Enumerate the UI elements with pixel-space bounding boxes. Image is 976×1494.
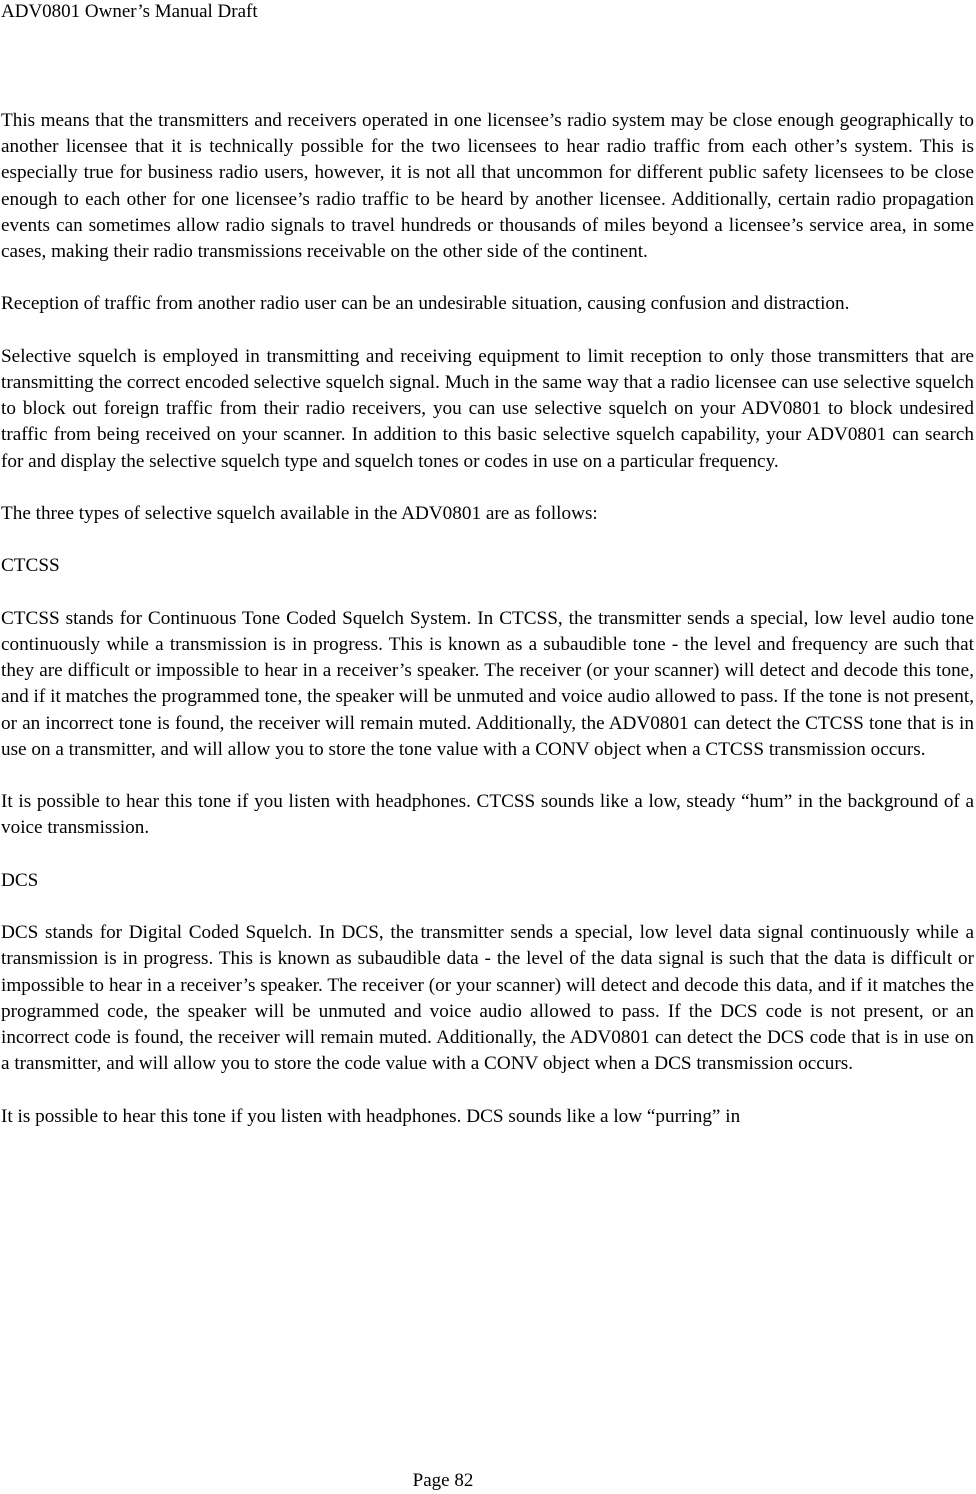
paragraph-dcs-headphones: It is possible to hear this tone if you listen with headphones. DCS sounds like a low “purring” in <box>1 1105 741 1127</box>
heading-dcs: DCS <box>1 869 39 891</box>
paragraph-selective-squelch: Selective squelch is employed in transmitting and receiving equipment to limit reception to only those transmitters that are transmitting the correct encoded selective squelch signal. Much in the same way that a radio licensee can use selective squelch to block out foreign traffic from their radio receivers, you can use selective squelch on your ADV0801 to block undesired traffic from being received on your scanner. In addition to this basic selective squelch capability, your ADV0801 can search for and display the selective squelch type and squelch tones or codes in use on a particular frequency. <box>1 345 974 472</box>
paragraph-reception: Reception of traffic from another radio user can be an undesirable situation, causing confusion and distraction. <box>1 293 850 315</box>
paragraph-dcs-description: DCS stands for Digital Coded Squelch. In DCS, the transmitter sends a special, low level data signal continuously while a transmission is in progress. This is known as subaudible data - the level of the data signal is such that the data is difficult or impossible to hear in a receiver’s speaker. The receiver (or your scanner) will detect and decode this data, and if it matches the programmed code, the speaker will be unmuted and voice audio allowed to pass. If the DCS code is not present, or an incorrect code is found, the receiver will remain muted. Additionally, the ADV0801 can detect the DCS code that is in use on a transmitter, and will allow you to store the code value with a CONV object when a DCS transmission occurs. <box>1 922 974 1075</box>
running-header: ADV0801 Owner’s Manual Draft <box>1 1 258 22</box>
paragraph-ctcss-headphones: It is possible to hear this tone if you listen with headphones. CTCSS sounds like a low, steady “hum” in the background of a voice transmission. <box>1 791 974 839</box>
heading-ctcss: CTCSS <box>1 555 60 577</box>
paragraph-ctcss-description: CTCSS stands for Continuous Tone Coded Squelch System. In CTCSS, the transmitter sends a special, low level audio tone continuously while a transmission is in progress. This is known as a subaudible tone - the level and frequency are such that they are difficult or impossible to hear in a receiver’s speaker. The receiver (or your scanner) will detect and decode this tone, and if it matches the programmed tone, the speaker will be unmuted and voice audio allowed to pass. If the tone is not present, or an incorrect tone is found, the receiver will remain muted. Additionally, the ADV0801 can detect the CTCSS tone that is in use on a transmitter, and will allow you to store the tone value with a CONV object when a CTCSS transmission occurs. <box>1 607 974 760</box>
page-number: Page 82 <box>412 1470 474 1491</box>
paragraph-intro: This means that the transmitters and receivers operated in one licensee’s radio system may be close enough geographically to another licensee that it is technically possible for the two licensees to hear radio traffic from each other’s system. This is especially true for business radio users, however, it is not all that uncommon for different public safety licensees to be close enough to each other for one licensee’s radio traffic to be heard by another licensee. Additionally, certain radio propagation events can sometimes allow radio signals to travel hundreds or thousands of miles beyond a licensee’s service area, in some cases, making their radio transmissions receivable on the other side of the continent. <box>1 110 974 263</box>
document-body <box>1 108 974 1130</box>
paragraph-types-intro: The three types of selective squelch available in the ADV0801 are as follows: <box>1 503 598 524</box>
